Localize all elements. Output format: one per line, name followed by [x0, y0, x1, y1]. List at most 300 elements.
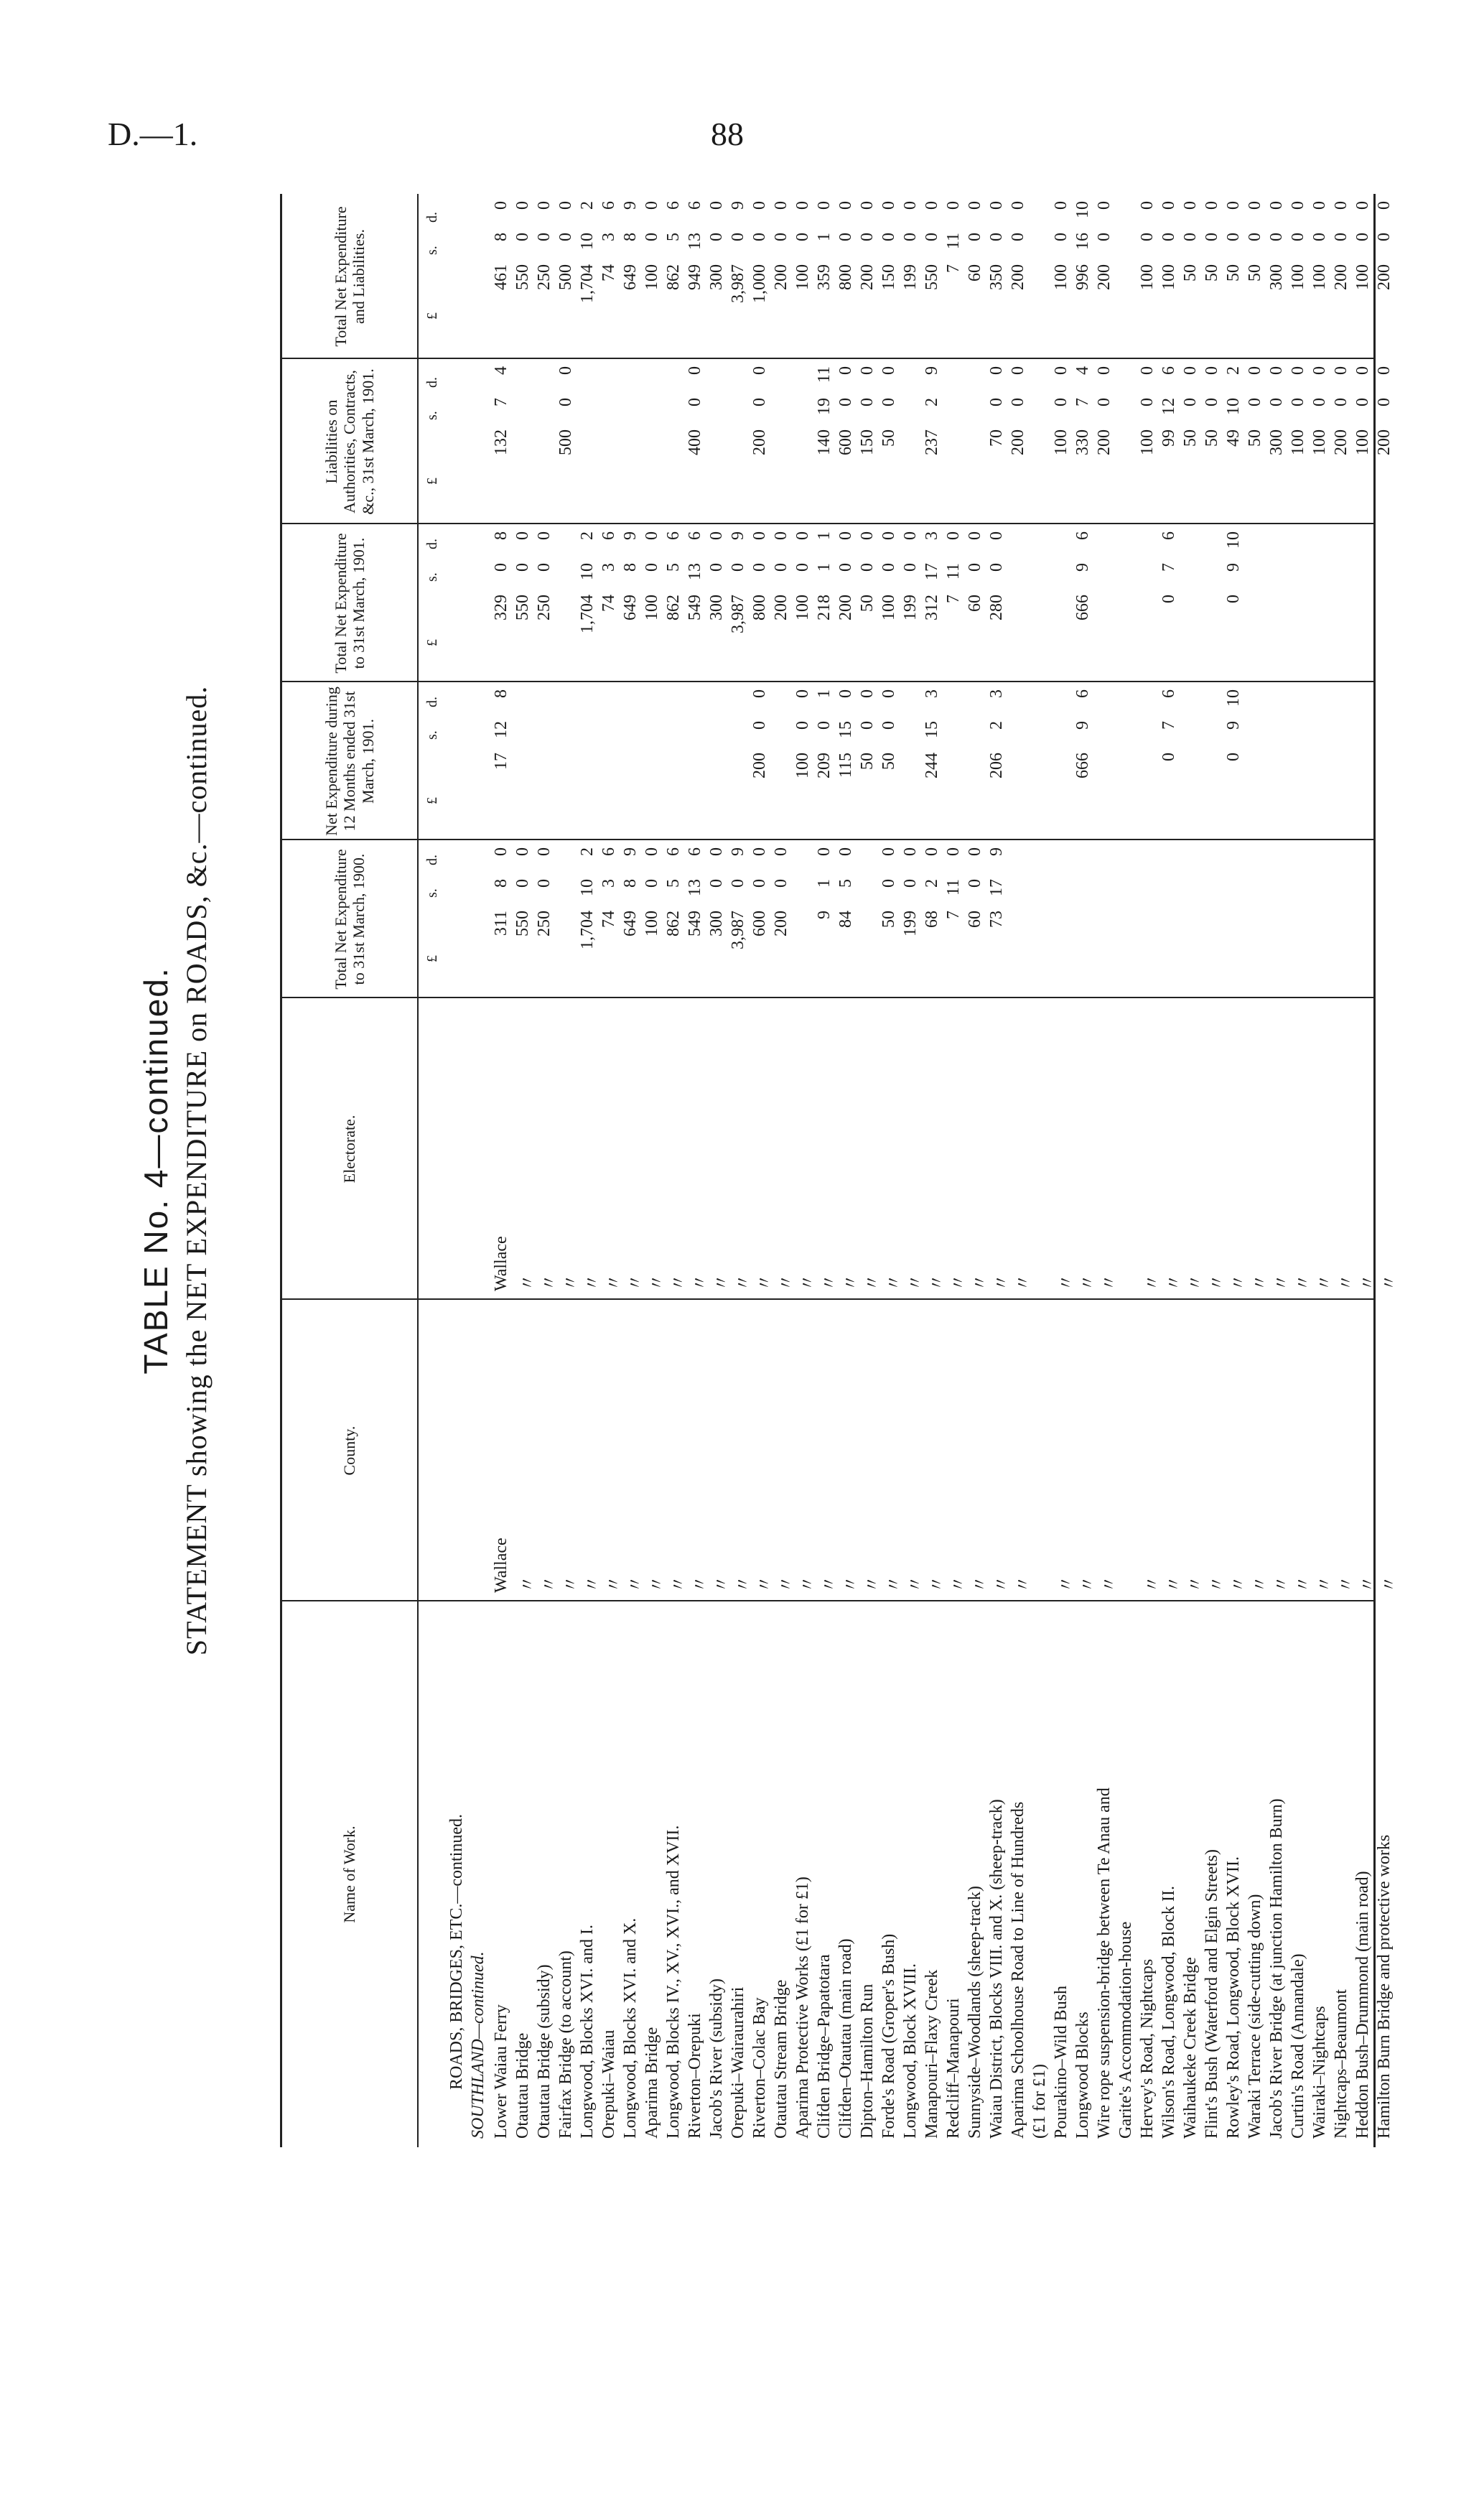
- county-cell: 〃: [756, 1576, 775, 1593]
- pounds-value: 50: [1181, 264, 1200, 282]
- shillings-value: 0: [1246, 398, 1264, 406]
- header-liabilities: Liabilities on Authorities, Contracts, &c., 31st March, 1901.: [282, 359, 419, 524]
- pence-value: 0: [858, 366, 877, 375]
- pounds-value: 132: [492, 429, 510, 455]
- money-cell-m5: [1073, 201, 1093, 352]
- money-cell-m2: [1224, 689, 1243, 833]
- pounds-value: 1,704: [578, 595, 597, 633]
- work-name: Longwood, Blocks XVI. and I.: [578, 1925, 597, 2139]
- electorate-cell: 〃: [519, 1274, 538, 1291]
- money-cell-m2: [923, 689, 942, 833]
- pounds-value: 550: [923, 264, 941, 290]
- pounds-value: 50: [858, 595, 877, 612]
- money-cell-m3: [1224, 531, 1243, 675]
- money-cell-m5: [793, 201, 813, 352]
- pence-value: 0: [1181, 201, 1200, 210]
- electorate-cell: 〃: [734, 1274, 753, 1291]
- shillings-value: 8: [621, 879, 640, 888]
- shillings-value: 0: [987, 398, 1006, 406]
- shillings-value: 0: [836, 398, 855, 406]
- shillings-value: 13: [686, 563, 704, 580]
- shillings-value: 0: [879, 879, 898, 888]
- county-cell: 〃: [907, 1576, 925, 1593]
- table-titles: [108, 194, 266, 2147]
- unit-pence: d.: [424, 212, 440, 223]
- pounds-value: 200: [1332, 264, 1350, 290]
- pence-value: 0: [1009, 201, 1027, 210]
- money-cell-m5: [1009, 201, 1028, 352]
- pence-value: 10: [1073, 201, 1092, 218]
- table-row: [1375, 194, 1399, 2147]
- pence-value: 6: [599, 201, 618, 210]
- pence-value: 0: [944, 201, 963, 210]
- pounds-value: 862: [664, 264, 683, 290]
- county-cell: 〃: [1251, 1576, 1270, 1593]
- pounds-value: 250: [535, 264, 554, 290]
- money-cell-m5: [513, 201, 533, 352]
- money-cell-m3: [987, 531, 1007, 675]
- pence-value: 6: [686, 847, 704, 856]
- county-cell: 〃: [541, 1576, 559, 1593]
- pounds-value: 300: [707, 264, 726, 290]
- county-cell: 〃: [993, 1576, 1012, 1593]
- table-row: [772, 194, 796, 2147]
- shillings-value: 3: [599, 233, 618, 241]
- money-cell-m3: [901, 531, 920, 675]
- money-cell-m5: [1159, 201, 1179, 352]
- electorate-cell: 〃: [950, 1274, 969, 1291]
- header-name-of-work: Name of Work.: [282, 1601, 419, 2147]
- table-row: [643, 194, 667, 2147]
- work-name: Nightcaps–Beaumont: [1332, 1989, 1350, 2139]
- pence-value: 0: [1095, 201, 1114, 210]
- pence-value: 0: [1181, 366, 1200, 375]
- pence-value: 0: [535, 531, 554, 540]
- shillings-value: 0: [1353, 233, 1372, 241]
- pounds-value: 461: [492, 264, 510, 290]
- electorate-cell: 〃: [1187, 1274, 1205, 1291]
- shillings-value: 0: [513, 879, 532, 888]
- county-cell: 〃: [648, 1576, 667, 1593]
- money-cell-m3: [513, 531, 533, 675]
- money-cell-m1: [966, 847, 985, 991]
- shillings-value: 0: [793, 233, 812, 241]
- work-name: Otautau Stream Bridge: [772, 1979, 790, 2139]
- money-cell-m5: [643, 201, 662, 352]
- unit-pence: d.: [424, 855, 440, 865]
- work-name: Waraki Terrace (side-cutting down): [1246, 1894, 1264, 2139]
- county-cell: 〃: [670, 1576, 689, 1593]
- table-row: [815, 194, 839, 2147]
- work-name: (£1 for £1): [1030, 2064, 1049, 2139]
- money-cell-m5: [944, 201, 963, 352]
- pounds-value: 250: [535, 595, 554, 620]
- table-row: [987, 194, 1012, 2147]
- money-cell-m3: [772, 531, 791, 675]
- pence-value: 0: [1375, 366, 1394, 375]
- table-row: [621, 194, 643, 2147]
- money-cell-m1: [707, 847, 727, 991]
- unit-pounds: £: [424, 955, 440, 962]
- pence-value: 9: [987, 847, 1006, 856]
- table-row: [1009, 194, 1033, 2147]
- shillings-value: 0: [1224, 233, 1243, 241]
- pounds-value: 500: [556, 429, 575, 455]
- table-row: [1138, 194, 1162, 2147]
- shillings-value: 0: [729, 879, 747, 888]
- pence-value: 0: [987, 201, 1006, 210]
- pence-value: 0: [836, 366, 855, 375]
- pence-value: 0: [793, 531, 812, 540]
- shillings-value: 0: [1181, 398, 1200, 406]
- pence-value: 0: [772, 847, 790, 856]
- shillings-value: 0: [556, 233, 575, 241]
- money-cell-m3: [923, 531, 942, 675]
- work-name: Curtin's Road (Annandale): [1289, 1953, 1307, 2139]
- work-name: Flint's Bush (Waterford and Elgin Streets): [1203, 1849, 1221, 2139]
- pounds-value: 550: [513, 595, 532, 620]
- shillings-value: 0: [879, 398, 898, 406]
- money-cell-m4: [1052, 366, 1071, 517]
- money-cell-m5: [535, 201, 554, 352]
- work-name: Sunnyside–Woodlands (sheep-track): [966, 1886, 984, 2139]
- county-cell: 〃: [1208, 1576, 1227, 1593]
- shillings-value: 0: [643, 233, 661, 241]
- table-row: [1246, 194, 1270, 2147]
- money-cell-m1: [815, 847, 834, 991]
- shillings-value: 2: [987, 721, 1006, 730]
- electorate-cell: 〃: [971, 1274, 990, 1291]
- shillings-value: 0: [901, 879, 920, 888]
- shillings-value: 5: [836, 879, 855, 888]
- pence-value: 1: [815, 531, 834, 540]
- money-cell-m5: [1246, 201, 1265, 352]
- pence-value: 0: [858, 689, 877, 698]
- shillings-value: 17: [987, 879, 1006, 896]
- money-cell-m3: [858, 531, 877, 675]
- money-cell-m4: [1375, 366, 1394, 517]
- shillings-value: 0: [1332, 398, 1350, 406]
- work-name: Aparima Protective Works (£1 for £1): [793, 1876, 812, 2139]
- pence-value: 0: [1332, 366, 1350, 375]
- money-cell-m5: [1353, 201, 1373, 352]
- pence-value: 0: [513, 201, 532, 210]
- pence-value: 0: [1353, 366, 1372, 375]
- pounds-value: 600: [750, 911, 769, 936]
- unit-pounds: £: [424, 797, 440, 804]
- shillings-value: 0: [793, 721, 812, 730]
- shillings-value: 0: [729, 563, 747, 572]
- pounds-value: 60: [966, 911, 984, 928]
- money-cell-m5: [664, 201, 683, 352]
- table-row: [901, 194, 923, 2147]
- pence-value: 0: [1246, 201, 1264, 210]
- county-cell: 〃: [864, 1576, 882, 1593]
- pounds-value: 200: [772, 911, 790, 936]
- money-cell-m3: [621, 531, 640, 675]
- pounds-value: 74: [599, 264, 618, 282]
- pence-value: 0: [556, 201, 575, 210]
- pence-value: 6: [1073, 689, 1092, 698]
- shillings-value: 10: [578, 879, 597, 896]
- work-name: Waihaukeke Creek Bridge: [1181, 1957, 1200, 2139]
- table-row: [966, 194, 990, 2147]
- shillings-value: 0: [879, 233, 898, 241]
- money-cell-m2: [815, 689, 834, 833]
- pence-value: 9: [621, 531, 640, 540]
- pounds-value: 7: [944, 264, 963, 273]
- money-cell-m1: [643, 847, 662, 991]
- pounds-value: 50: [879, 753, 898, 770]
- pounds-value: 300: [1267, 429, 1286, 455]
- table-row: [599, 194, 624, 2147]
- pence-value: 0: [1138, 201, 1157, 210]
- pence-value: 0: [492, 201, 510, 210]
- pence-value: 0: [643, 201, 661, 210]
- county-cell: 〃: [1273, 1576, 1292, 1593]
- money-cell-m5: [1310, 201, 1330, 352]
- pounds-value: 50: [879, 911, 898, 928]
- pence-value: 0: [1289, 201, 1307, 210]
- electorate-cell: 〃: [1251, 1274, 1270, 1291]
- shillings-value: 0: [1009, 398, 1027, 406]
- money-cell-m4: [556, 366, 576, 517]
- pounds-value: 200: [772, 595, 790, 620]
- money-cell-m3: [879, 531, 899, 675]
- money-cell-m1: [729, 847, 748, 991]
- shillings-value: 0: [879, 563, 898, 572]
- pounds-value: 50: [879, 429, 898, 447]
- money-cell-m4: [1289, 366, 1308, 517]
- pence-value: 0: [858, 531, 877, 540]
- pounds-value: 400: [686, 429, 704, 455]
- pounds-value: 649: [621, 264, 640, 290]
- pounds-value: 600: [836, 429, 855, 455]
- currency-units-row: [419, 194, 447, 2147]
- table-row: [923, 194, 947, 2147]
- pence-value: 0: [923, 201, 941, 210]
- table-row: [1095, 194, 1119, 2147]
- shillings-value: 13: [686, 233, 704, 250]
- pence-value: 0: [513, 847, 532, 856]
- shillings-value: 9: [1073, 721, 1092, 730]
- money-cell-m4: [750, 366, 770, 517]
- pounds-value: 200: [1095, 264, 1114, 290]
- county-cell: 〃: [1338, 1576, 1356, 1593]
- electorate-cell: 〃: [1144, 1274, 1162, 1291]
- pence-value: 0: [966, 847, 984, 856]
- pounds-value: 70: [987, 429, 1006, 447]
- money-cell-m3: [535, 531, 554, 675]
- unit-shillings: s.: [424, 411, 440, 420]
- electorate-cell: 〃: [993, 1274, 1012, 1291]
- pence-value: 6: [1159, 531, 1178, 540]
- pence-value: 0: [1289, 366, 1307, 375]
- money-cell-m3: [707, 531, 727, 675]
- shillings-value: 0: [535, 879, 554, 888]
- shillings-value: 0: [750, 721, 769, 730]
- electorate-cell: 〃: [1359, 1274, 1378, 1291]
- shillings-value: 0: [1267, 398, 1286, 406]
- money-cell-m4: [879, 366, 899, 517]
- money-cell-m3: [578, 531, 597, 675]
- shillings-value: 0: [1009, 233, 1027, 241]
- pence-value: 0: [815, 847, 834, 856]
- shillings-value: 10: [578, 563, 597, 580]
- shillings-value: 0: [750, 563, 769, 572]
- work-name: Orepuki–Waiau: [599, 2029, 618, 2139]
- pence-value: 0: [1203, 366, 1221, 375]
- pence-value: 0: [836, 847, 855, 856]
- electorate-cell: 〃: [1338, 1274, 1356, 1291]
- shillings-value: 0: [1375, 398, 1394, 406]
- shillings-value: 19: [815, 398, 834, 415]
- pence-value: 0: [879, 689, 898, 698]
- pounds-value: 200: [750, 429, 769, 455]
- pence-value: 0: [707, 531, 726, 540]
- shillings-value: 0: [750, 398, 769, 406]
- shillings-value: 0: [901, 233, 920, 241]
- pence-value: 0: [1224, 201, 1243, 210]
- header-total-and-liabilities: Total Net Expenditure and Liabilities.: [282, 194, 419, 359]
- work-name: Otautau Bridge (subsidy): [535, 1964, 554, 2139]
- pence-value: 0: [707, 201, 726, 210]
- money-cell-m4: [1224, 366, 1243, 517]
- money-cell-m1: [535, 847, 554, 991]
- shillings-value: 0: [1353, 398, 1372, 406]
- money-cell-m2: [750, 689, 770, 833]
- page-number: 88: [711, 116, 744, 152]
- county-cell: 〃: [713, 1576, 732, 1593]
- money-cell-m3: [944, 531, 963, 675]
- money-cell-m5: [879, 201, 899, 352]
- shillings-value: 0: [1159, 233, 1178, 241]
- pounds-value: 100: [1052, 264, 1070, 290]
- pounds-value: 100: [1159, 264, 1178, 290]
- shillings-value: 0: [987, 563, 1006, 572]
- pounds-value: 549: [686, 595, 704, 620]
- money-cell-m4: [1159, 366, 1179, 517]
- pounds-value: 200: [1009, 429, 1027, 455]
- pence-value: 0: [1203, 201, 1221, 210]
- pounds-value: 100: [1289, 429, 1307, 455]
- pounds-value: 311: [492, 911, 510, 936]
- money-cell-m5: [1289, 201, 1308, 352]
- shillings-value: 11: [944, 563, 963, 580]
- pence-value: 0: [793, 201, 812, 210]
- pounds-value: 74: [599, 595, 618, 612]
- money-cell-m5: [578, 201, 597, 352]
- pence-value: 6: [664, 531, 683, 540]
- pounds-value: 666: [1073, 595, 1092, 620]
- county-cell: 〃: [734, 1576, 753, 1593]
- pence-value: 9: [621, 201, 640, 210]
- county-cell: 〃: [799, 1576, 818, 1593]
- electorate-cell: 〃: [1079, 1274, 1098, 1291]
- pence-value: 0: [1052, 366, 1070, 375]
- electorate-cell: 〃: [907, 1274, 925, 1291]
- pounds-value: 666: [1073, 753, 1092, 778]
- pounds-value: 74: [599, 911, 618, 928]
- shillings-value: 13: [686, 879, 704, 896]
- county-cell: 〃: [1014, 1576, 1033, 1593]
- shillings-value: 8: [492, 879, 510, 888]
- shillings-value: 8: [621, 233, 640, 241]
- shillings-value: 0: [858, 233, 877, 241]
- table-row: [1224, 194, 1249, 2147]
- table-row: [707, 194, 732, 2147]
- electorate-cell: 〃: [1294, 1274, 1313, 1291]
- pence-value: 0: [901, 531, 920, 540]
- table-number-title: TABLE No. 4—continued.: [137, 967, 174, 1375]
- work-name: Wairaki–Nightcaps: [1310, 2006, 1329, 2139]
- money-cell-m2: [793, 689, 813, 833]
- shillings-value: 17: [923, 563, 941, 580]
- table-row: [1052, 194, 1076, 2147]
- money-cell-m1: [621, 847, 640, 991]
- pence-value: 0: [750, 201, 769, 210]
- shillings-value: 0: [858, 563, 877, 572]
- county-cell: 〃: [1187, 1576, 1205, 1593]
- work-name: Clifden–Otautau (main road): [836, 1938, 855, 2139]
- pence-value: 0: [750, 689, 769, 698]
- pounds-value: 3,987: [729, 264, 747, 303]
- pounds-value: 100: [793, 595, 812, 620]
- shillings-value: 7: [1159, 721, 1178, 730]
- shillings-value: 1: [815, 563, 834, 572]
- county-cell: 〃: [1101, 1576, 1119, 1593]
- money-cell-m4: [1353, 366, 1373, 517]
- pence-value: 2: [578, 531, 597, 540]
- money-cell-m4: [1009, 366, 1028, 517]
- money-cell-m4: [1332, 366, 1351, 517]
- pounds-value: 49: [1224, 429, 1243, 447]
- pounds-value: 549: [686, 911, 704, 936]
- unit-pounds: £: [424, 478, 440, 485]
- money-cell-m2: [879, 689, 899, 833]
- electorate-cell: 〃: [864, 1274, 882, 1291]
- pounds-value: 50: [1246, 264, 1264, 282]
- money-cell-m4: [1138, 366, 1157, 517]
- pounds-value: 359: [815, 264, 834, 290]
- electorate-cell: 〃: [778, 1274, 796, 1291]
- pounds-value: 100: [1289, 264, 1307, 290]
- pounds-value: 200: [858, 264, 877, 290]
- table-row: [492, 194, 513, 2147]
- work-name: Wire rope suspension-bridge between Te Anau and: [1095, 1787, 1114, 2139]
- pounds-value: 237: [923, 429, 941, 455]
- money-cell-m3: [599, 531, 619, 675]
- pounds-value: 550: [513, 264, 532, 290]
- county-cell: 〃: [1294, 1576, 1313, 1593]
- pence-value: 0: [643, 847, 661, 856]
- pence-value: 3: [987, 689, 1006, 698]
- pence-value: 9: [621, 847, 640, 856]
- shillings-value: 0: [987, 233, 1006, 241]
- shillings-value: 0: [643, 879, 661, 888]
- electorate-cell: 〃: [605, 1274, 624, 1291]
- pence-value: 9: [729, 531, 747, 540]
- unit-shillings: s.: [424, 730, 440, 740]
- pounds-value: 1,704: [578, 911, 597, 949]
- pounds-value: 218: [815, 595, 834, 620]
- county-cell: 〃: [605, 1576, 624, 1593]
- money-cell-m4: [815, 366, 834, 517]
- pence-value: 0: [858, 201, 877, 210]
- pence-value: 0: [836, 689, 855, 698]
- county-cell: 〃: [971, 1576, 990, 1593]
- pence-value: 9: [923, 366, 941, 375]
